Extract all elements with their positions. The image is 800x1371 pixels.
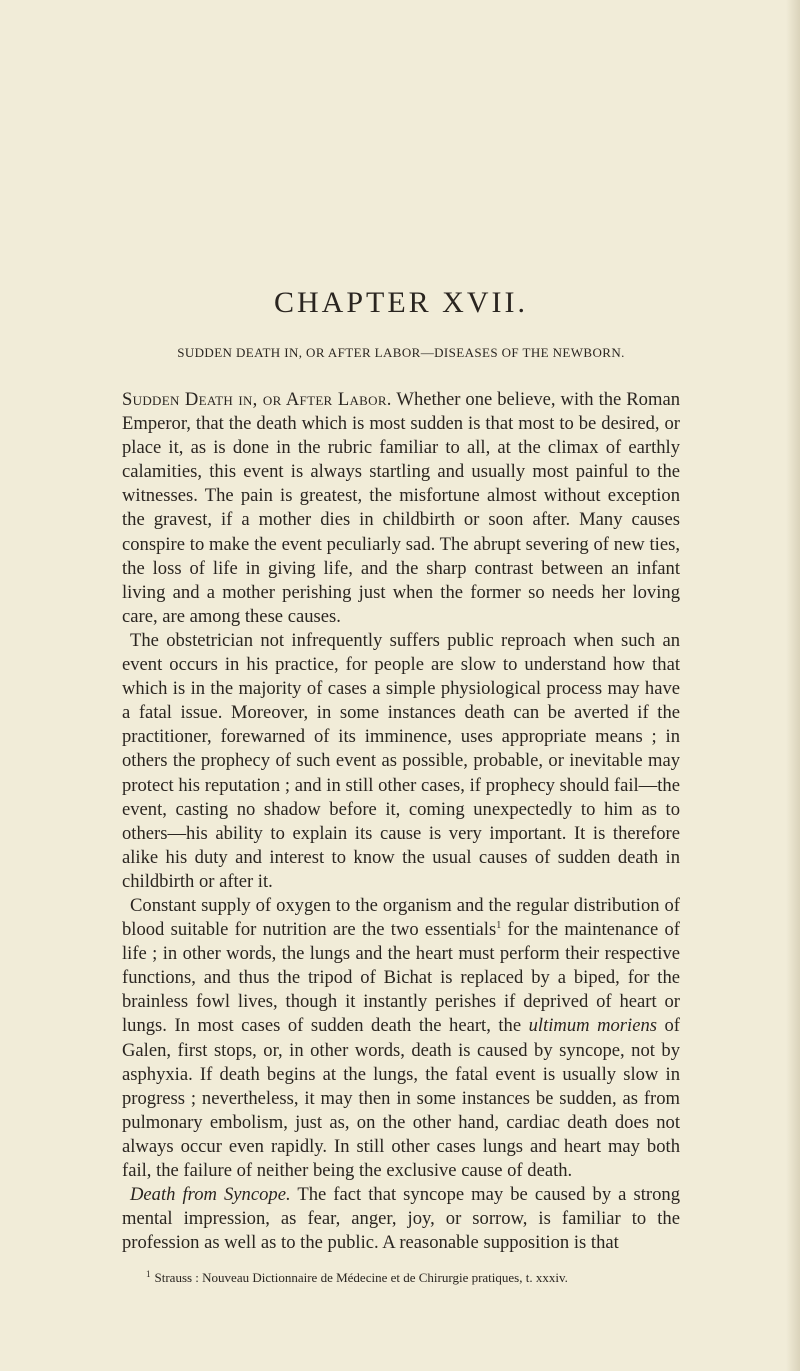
- paragraph-text: Whether one believe, with the Roman Emperor, that the death which is most sudden is that most to be desired, or place it, as is done in the rubric familiar to all, at the climax of earthly calamities, this event is always startling and usually most painful to the witnesses. The pain is greatest, the misfortune almost without exception the gravest, if a mother dies in childbirth or soon after. Many causes conspire to make the event peculiarly sad. The abrupt severing of new ties, the loss of life in giving life, and the sharp contrast between an infant living and a mother perishing just when the former so needs her loving care, are among these causes.: [122, 389, 680, 627]
- paragraph-oxygen-supply: [122, 894, 680, 1183]
- paragraph-sudden-death: [122, 388, 680, 629]
- italic-phrase: ultimum moriens: [528, 1015, 657, 1037]
- section-lead-heading: Death from Syncope.: [130, 1184, 291, 1206]
- page-content: [122, 288, 680, 1286]
- paragraph-text: for the maintenance of life ; in other words, the lungs and the heart must perform their respective functions, and thus the tripod of Bichat is replaced by a biped, for the brainless fowl lives, though it instantly perishes if deprived of heart or lungs. In most cases of sudden death the heart, the: [122, 919, 680, 1037]
- section-lead-heading: Sudden Death in, or After Labor.: [122, 389, 392, 410]
- footnote: [122, 1269, 680, 1286]
- footnote-text: Strauss : Nouveau Dictionnaire de Médecine et de Chirurgie pratiques, t. xxxiv.: [154, 1270, 568, 1286]
- footnote-marker: 1: [146, 1269, 151, 1280]
- footnote-reference: 1: [496, 919, 502, 931]
- page-edge-shadow: [786, 0, 800, 1371]
- paragraph-text: The obstetrician not infrequently suffers public reproach when such an event occurs in his practice, for people are slow to understand how that which is in the majority of cases a simple physiological process may have a fatal issue. Moreover, in some instances death can be averted if the practitioner, forewarned of its imminence, uses appropriate means ; in others the prophecy of such event as possible, probable, or inevitable may protect his reputation ; and in still other cases, if prophecy should fail—the event, casting no shadow before it, coming unexpectedly to him as to others—his ability to explain its cause is very important. It is therefore alike his duty and interest to know the usual causes of sudden death in childbirth or after it.: [122, 629, 680, 892]
- paragraph-text: Constant supply of oxygen to the organism and the regular distribution of blood suitable for nutrition are the two essentials: [122, 894, 680, 941]
- paragraph-syncope: [122, 1183, 680, 1255]
- chapter-subtitle: SUDDEN DEATH IN, OR AFTER LABOR—DISEASES OF THE NEWBORN.: [177, 345, 625, 360]
- chapter-title: CHAPTER XVII.: [274, 286, 528, 319]
- paragraph-obstetrician: [122, 629, 680, 894]
- paragraph-text: of Galen, first stops, or, in other words, death is caused by syncope, not by asphyxia. If death begins at the lungs, the fatal event is usually slow in progress ; nevertheless, it may then in some instances be sudden, as from pulmonary embolism, just as, on the other hand, cardiac death does not always occur even rapidly. In still other cases lungs and heart may both fail, the failure of neither being the exclusive cause of death.: [122, 1015, 680, 1181]
- paragraph-text: The fact that syncope may be caused by a strong mental impression, as fear, anger, joy, or sorrow, is familiar to the profession as well as to the public. A reasonable supposition is that: [122, 1184, 680, 1254]
